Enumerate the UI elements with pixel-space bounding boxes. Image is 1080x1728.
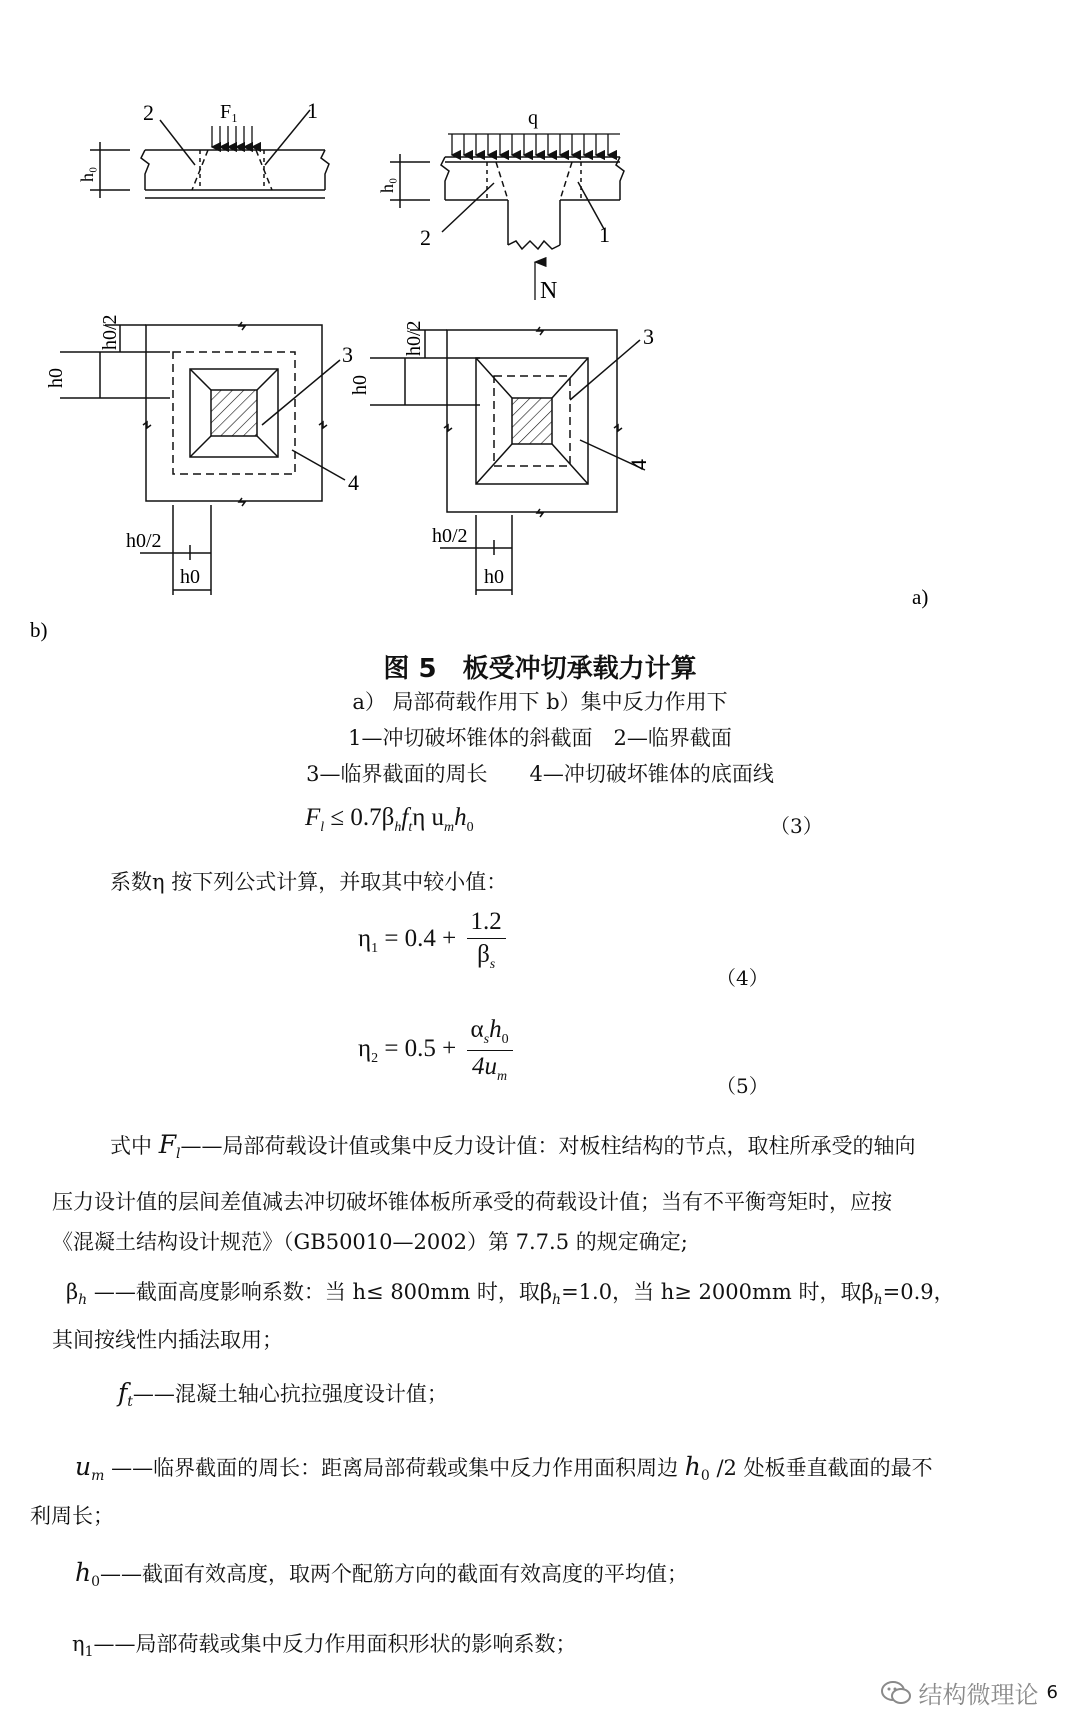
def-h0: $h_0——$截面有效高度，取两个配筋方向的截面有效高度的平均值； (75, 1558, 689, 1591)
caption-line-2: 1—冲切破坏锥体的斜截面 2—临界截面 (348, 726, 732, 750)
caption-line-3: 3—临界截面的周长 4—冲切破坏锥体的底面线 (306, 762, 774, 786)
label-h0half-right-v: h0/2 (403, 320, 425, 356)
def-um-line1: $u_m$ ——临界截面的周长：距离局部荷载或集中反力作用面积周边 $h_0$ /2 处板垂直截面的最不 (75, 1452, 933, 1485)
label-b: b) (30, 618, 48, 642)
load-arrows-q (448, 134, 620, 300)
def-fl-line1: 式中 $F_l——$局部荷载设计值或集中反力设计值：对板柱结构的节点，取柱所承受的轴向 (110, 1130, 916, 1163)
equation-3: $F_l \le 0.7\beta_hf_t\eta$ $u_mh_0$ (305, 804, 474, 835)
plan-local-load (60, 322, 345, 595)
def-beta-h-line1: $\beta_h$ ——截面高度影响系数：当 h≤ 800mm 时，取$\beta_h=1.0$，当 h≥ 2000mm 时，取$\beta_h=0.9$， (66, 1280, 955, 1309)
watermark (881, 1675, 1058, 1710)
def-um-line2: 利周长； (30, 1504, 114, 1528)
label-q: q (528, 107, 538, 129)
eta-intro: 系数η 按下列公式计算，并取其中较小值： (110, 870, 508, 894)
def-eta1: $\eta_1——$局部荷载或集中反力作用面积形状的影响系数； (72, 1632, 577, 1661)
label-2-left: 2 (143, 100, 154, 125)
plan-column-reaction (370, 327, 645, 595)
label-h0half-left-v: h0/2 (99, 314, 121, 350)
label-h0-left-v: h0 (45, 368, 67, 388)
equation-4: $\eta_1 = 0.4$ + $\frac{1.2}{\beta_s}$ (358, 908, 506, 973)
equation-5: $\eta_2 = 0.5$ + $\frac{\alpha_sh_0}{4u_m}$ (358, 1016, 513, 1085)
label-h0-right-h: h0 (484, 566, 504, 588)
punching-shear-figure (0, 0, 1080, 642)
label-1-left: 1 (307, 98, 318, 123)
label-f1: F₁ (220, 101, 239, 123)
watermark-text: 结构微理论 (918, 1681, 1039, 1709)
equation-4-number: （4） (716, 966, 769, 990)
label-3-right: 3 (643, 324, 654, 349)
label-4-right: 4 (626, 459, 651, 470)
label-h0-left-h: h0 (180, 566, 200, 588)
label-a: a) (912, 585, 929, 609)
label-h0-right-v: h0 (349, 375, 371, 395)
label-2-right: 2 (420, 225, 431, 250)
wechat-icon (881, 1681, 911, 1705)
section-local-load (90, 110, 329, 198)
def-beta-h-line2: 其间按线性内插法取用； (52, 1328, 283, 1352)
def-ft: $f_t——$混凝土轴心抗拉强度设计值； (118, 1378, 448, 1411)
label-1-right: 1 (599, 222, 610, 247)
label-h0half-left-h: h0/2 (126, 530, 162, 552)
label-h0-left: h₀ (77, 166, 97, 182)
label-n: N (540, 278, 558, 304)
equation-5-number: （5） (716, 1074, 769, 1098)
caption-line-1: a） 局部荷载作用下 b）集中反力作用下 (352, 690, 728, 714)
label-3-left: 3 (342, 342, 353, 367)
label-4-left: 4 (348, 470, 359, 495)
equation-3-number: （3） (770, 814, 823, 838)
def-fl-line2: 压力设计值的层间差值减去冲切破坏锥体板所承受的荷载设计值；当有不平衡弯矩时，应按 (52, 1190, 892, 1214)
label-h0-right: h₀ (377, 177, 397, 193)
load-arrows-f1 (212, 126, 252, 147)
label-h0half-right-h: h0/2 (432, 525, 468, 547)
figure-title: 图 5 板受冲切承载力计算 (383, 654, 697, 684)
def-fl-line3: 《混凝土结构设计规范》（GB50010—2002）第 7.7.5 的规定确定; (52, 1230, 688, 1254)
page-number: 6 (1046, 1682, 1058, 1703)
